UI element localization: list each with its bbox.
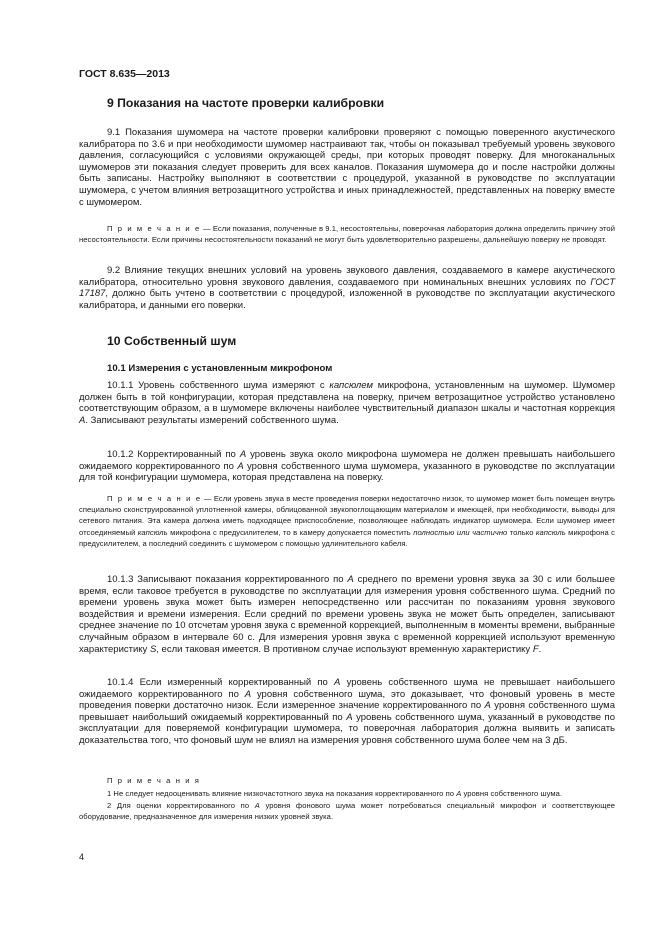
italic-term: F xyxy=(532,643,539,655)
text-run: уровня фонового шума может потребоваться специальный микрофон и соответствующее оборудование, предназначенное для измерения низких уровней звука. xyxy=(79,801,615,822)
notes-label: П р и м е ч а н и я xyxy=(107,776,201,785)
paragraph-9-1-block xyxy=(79,127,615,208)
text-run: 9.2 Влияние текущих внешних условий на уровень звукового давления, создаваемого в камере акустического калибратора, относительно уровня звукового давления, создаваемого при номинальных внешних условиях по xyxy=(79,265,615,288)
text-run: уровень собственного шума, указанный в руководстве по эксплуатации для поверяемой конфигурации шумомера, то поверочная лаборатория должна выявить и записать доказательства того, что фоновый шум не влиял на измерения уровня собственного шума более чем на 3 дБ. xyxy=(79,711,615,746)
italic-term: полностью или частично xyxy=(413,527,508,537)
note-text: — Если показания, полученные в 9.1, несостоятельны, поверочная лаборатория должна определить причину этой несостоятельности. Если причины несостоятельности показаний не могут быть удовлетворительно разрешены, дальнейшую поверку не проводят. xyxy=(79,224,615,245)
paragraph-10-1-3 xyxy=(79,574,615,655)
paragraph-10-1-1-block xyxy=(79,380,615,426)
subsection-10-1-title: 10.1 Измерения с установленным микрофоном xyxy=(107,363,333,374)
text-run: микрофона с предусилителем, а последний соединить с шумомером с помощью удлинительного кабеля. xyxy=(79,527,615,548)
italic-term: А xyxy=(79,414,86,426)
note-item-2 xyxy=(79,800,615,822)
italic-term: А xyxy=(456,789,462,798)
text-run: 10.1.3 Записывают показания корректированного по xyxy=(107,574,348,585)
section-10-title-block xyxy=(79,334,615,348)
subsection-10-1-block xyxy=(79,363,615,374)
italic-term: А xyxy=(347,574,354,585)
text-run: среднего по времени уровня звука за 30 с или большее время, если таковое требуется в руководстве по эксплуатации для измерения уровня собственного шума. Средний по времени уровень звука может быть измерен непосредственно или рассчитан по показаниям уровня звукового воздействия и времени измерения. Если средний по времени уровень звука не может быть определен, записывают среднее значение по 10 отсчетам уровня звука с временной коррекцией, выполненным в моменты времени, выбранные случайным образом в интервале 60 с. Для измерения уровня звука с временной коррекцией используют временную характеристику xyxy=(79,574,616,655)
text-run: уровня собственного шума, это доказывает, что фоновый уровень в месте проведения поверки достаточно низок. Если измеренное значение корректированного по xyxy=(79,688,615,712)
note-label: П р и м е ч а н и е xyxy=(107,494,202,503)
note-10-1-2 xyxy=(79,493,615,549)
text-run: уровня собственного шума шумомера, указанного в руководстве по эксплуатации для той конфигурации шумомера, которая представлена на поверку. xyxy=(79,460,615,484)
text-run: , если таковая имеется. В противном случае используют временную характеристику xyxy=(156,643,533,655)
note-label: П р и м е ч а н и е xyxy=(107,224,201,233)
text-run: 10.1.2 Корректированный по xyxy=(107,449,240,460)
italic-term: капсюлем xyxy=(329,380,373,391)
italic-term: А xyxy=(244,688,252,700)
text-run: 10.1.1 Уровень собственного шума измеряют с xyxy=(107,380,330,391)
document-header: ГОСТ 8.635—2013 xyxy=(79,68,170,80)
paragraph-9-2 xyxy=(79,265,615,311)
paragraph-10-1-2 xyxy=(79,449,615,484)
paragraph-10-1-4-block xyxy=(79,677,615,747)
text-run: уровень звука около микрофона шумомера не должен превышать наибольшего ожидаемого корректированного по xyxy=(79,449,615,472)
italic-term: S xyxy=(149,643,157,655)
text-run: . xyxy=(538,643,542,655)
italic-term: А xyxy=(239,449,247,460)
text-run: уровня собственного шума превышает наибольший ожидаемый корректированный по xyxy=(79,700,615,723)
italic-term: А xyxy=(346,711,353,723)
notes-block xyxy=(79,775,615,823)
standard-reference: ГОСТ 17187 xyxy=(79,276,615,300)
paragraph-10-1-3-block xyxy=(79,574,615,655)
italic-term: А xyxy=(254,801,260,811)
text-run: , должно быть учтено в соответствии с процедурой, изложенной в руководстве по эксплуатации акустического калибратора, и данными его поверки. xyxy=(79,288,615,311)
text-run: 2 Для оценки корректированного по xyxy=(107,801,255,811)
italic-term: капсюль xyxy=(535,527,566,537)
text-run: 10.1.4 Если измеренный корректированный по xyxy=(107,677,335,688)
note-9 xyxy=(79,223,615,245)
text-run: только xyxy=(507,527,536,537)
note-item-1 xyxy=(79,788,615,799)
text-run: микрофона, установленным на шумомер. Шумомер должен быть в той конфигурации, которая представлена на поверку, причем ветрозащитное устройство установлено соответствующим образом, а в шумомере включены наиболее чувствительный диапазон шкалы и частотная коррекция xyxy=(79,380,615,415)
text-run: — Если уровень звука в месте проведения поверки недостаточно низок, то шумомер может быть помещен внутрь специально сконструированной уплотненной камеры, облицованной звукопоглощающим материалом и имеющей, при необходимости, выводы для сетевого питания. Эта камера должна иметь подходящее приспособление, позволяющее наблюдать индикатор шумомера. Если шумомер имеет отсоединяемый xyxy=(79,494,615,537)
italic-term: А xyxy=(334,677,341,688)
section-9-title-block xyxy=(79,96,615,110)
paragraph-9-1: 9.1 Показания шумомера на частоте проверки калибровки проверяют с помощью поверенного акустического калибратора по 3.6 и при необходимости шумомер настраивают так, чтобы он показывал требуемый уровень звукового давления, согласующийся с условиями окружающей среды, при которых проводят поверку. Для многоканальных шумомеров эти показания следует проверить для всех каналов. Показания шумомера до и после настройки должны быть записаны. Настройку выполняют в соответствии с процедурой, указанной в руководстве по эксплуатации шумомера, с учетом влияния ветрозащитного устройства и иных принадлежностей, представленных на поверку вместе с шумомером. xyxy=(79,127,615,208)
text-run: микрофона с предусилителем, то в камеру допускается поместить xyxy=(167,527,414,537)
page-number: 4 xyxy=(79,852,85,862)
paragraph-10-1-4 xyxy=(79,677,615,747)
section-10-title: 10 Собственный шум xyxy=(107,334,237,348)
paragraph-10-1-1 xyxy=(79,380,615,426)
text-run: уровень собственного шума не превышает наибольшего ожидаемого корректированного по xyxy=(79,677,615,700)
italic-term: капсюль xyxy=(137,527,168,537)
paragraph-10-1-2-block xyxy=(79,449,615,484)
text-run: уровня собственного шума. xyxy=(461,789,563,798)
italic-term: А xyxy=(237,460,244,472)
italic-term: А xyxy=(484,700,491,712)
note-10-block xyxy=(79,493,615,549)
text-run: 1 Не следует недооценивать влияние низкочастотного звука на показания корректированного по xyxy=(107,789,457,798)
paragraph-9-2-block xyxy=(79,265,615,311)
section-9-title: 9 Показания на частоте проверки калибровки xyxy=(107,96,385,110)
note-9-block xyxy=(79,223,615,245)
text-run: . Записывают результаты измерений собственного шума. xyxy=(85,414,339,426)
